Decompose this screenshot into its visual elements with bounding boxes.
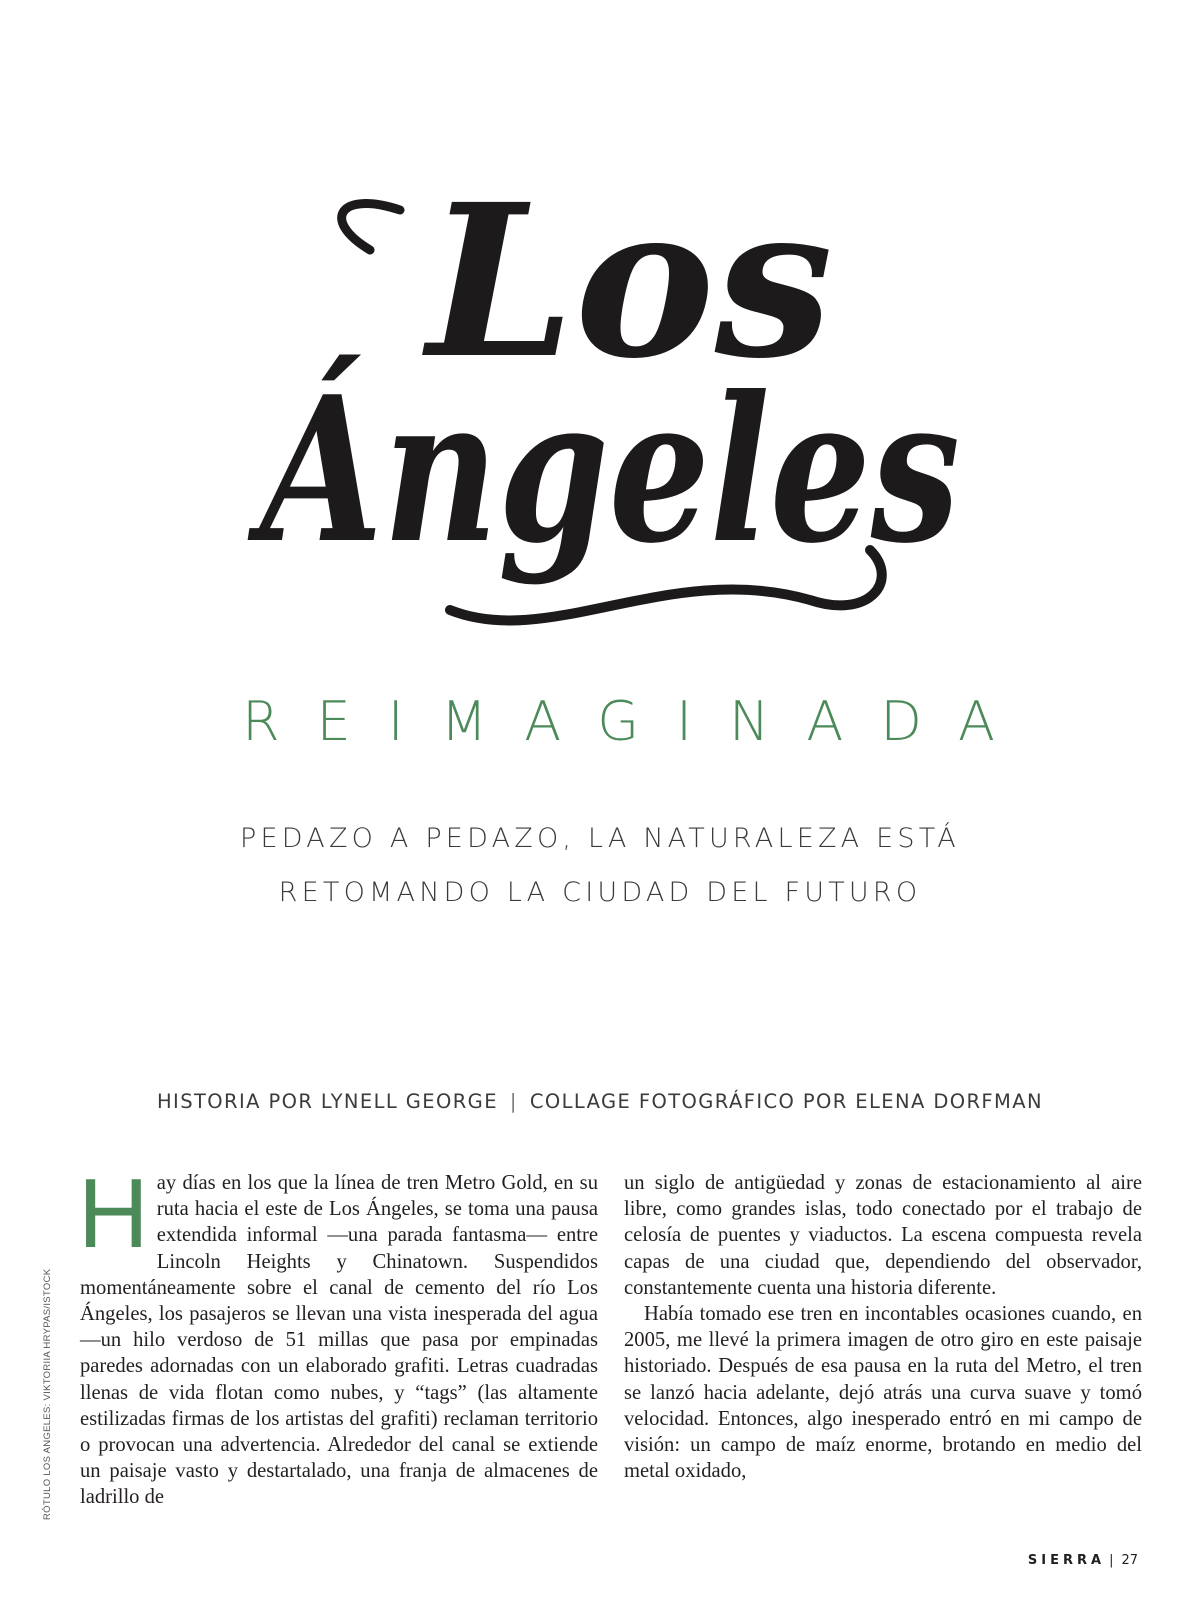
article-paragraph-1-text: ay días en los que la línea de tren Metro Gold, en su ruta hacia el este de Los Ángeles, se toma una pausa extendida informal —una parada fantasma— entre Lincoln Heights y Chinatown. Suspendidos momentáneamente sobre el canal de cemento del río Los Ángeles, los pasajeros se llevan una vista inesperada del agua —un hilo verdoso de 51 millas que pasa por empinadas paredes adornadas con un elaborado grafiti. Letras cuadradas llenas de vida flotan como nubes, y “tags” (las altamente estilizadas firmas de los artistas del grafiti) reclaman territorio o provocan una advertencia. Alrededor del canal se extiende un paisaje vasto y destartalado, una franja de almacenes de ladrillo de xyxy=(80,1172,598,1509)
flourish-top-left xyxy=(342,204,400,250)
title-lettering xyxy=(247,158,970,680)
article-paragraph-2: Había tomado ese tren en incontables ocasiones cuando, en 2005, me llevé la primera imagen de otro giro en este paisaje historiado. Después de esa pausa en la ruta del Metro, el tren se lanzó hacia adelante, dejó atrás una curva suave y tomó velocidad. Entonces, algo inesperado entró en mi campo de visión: un campo de maíz enorme, brotando en medio del metal oxidado, xyxy=(624,1303,1142,1483)
subtitle-reimaginada: REIMAGINADA xyxy=(242,690,1032,753)
dek-line-1: PEDAZO A PEDAZO, LA NATURALEZA ESTÁ xyxy=(240,823,960,854)
magazine-name: SIERRA xyxy=(1027,1553,1106,1568)
byline xyxy=(100,1090,1100,1113)
folio xyxy=(1028,1553,1138,1568)
los-angeles-script-title xyxy=(247,158,970,680)
byline-separator: | xyxy=(509,1090,518,1113)
folio-separator: | xyxy=(1109,1553,1114,1568)
article-paragraph-1-continued: un siglo de antigüedad y zonas de estacionamiento al aire libre, como grandes islas, todo conectado por el trabajo de celosía de puentes y viaductos. La escena compuesta revela capas de una ciudad que, dependiendo del observador, constantemente cuenta una historia diferente. xyxy=(624,1172,1142,1299)
dek-line-2: RETOMANDO LA CIUDAD DEL FUTURO xyxy=(278,877,922,908)
title-line-2: Ángeles xyxy=(247,353,961,588)
article-column-right xyxy=(624,1170,1142,1484)
photo-credit: RÓTULO LOS ANGELES: VIKTORIIA HRYPAS/ISTOCK xyxy=(42,1268,53,1520)
page-number: 27 xyxy=(1121,1553,1138,1568)
title-line-1: Los xyxy=(427,158,833,405)
article-column-left xyxy=(78,1158,598,1511)
byline-story: HISTORIA POR LYNELL GEORGE xyxy=(156,1090,498,1113)
byline-photo: COLLAGE FOTOGRÁFICO POR ELENA DORFMAN xyxy=(529,1090,1044,1113)
drop-cap: H xyxy=(78,1158,149,1268)
dek xyxy=(150,812,1050,920)
article-paragraph-1 xyxy=(78,1158,598,1511)
